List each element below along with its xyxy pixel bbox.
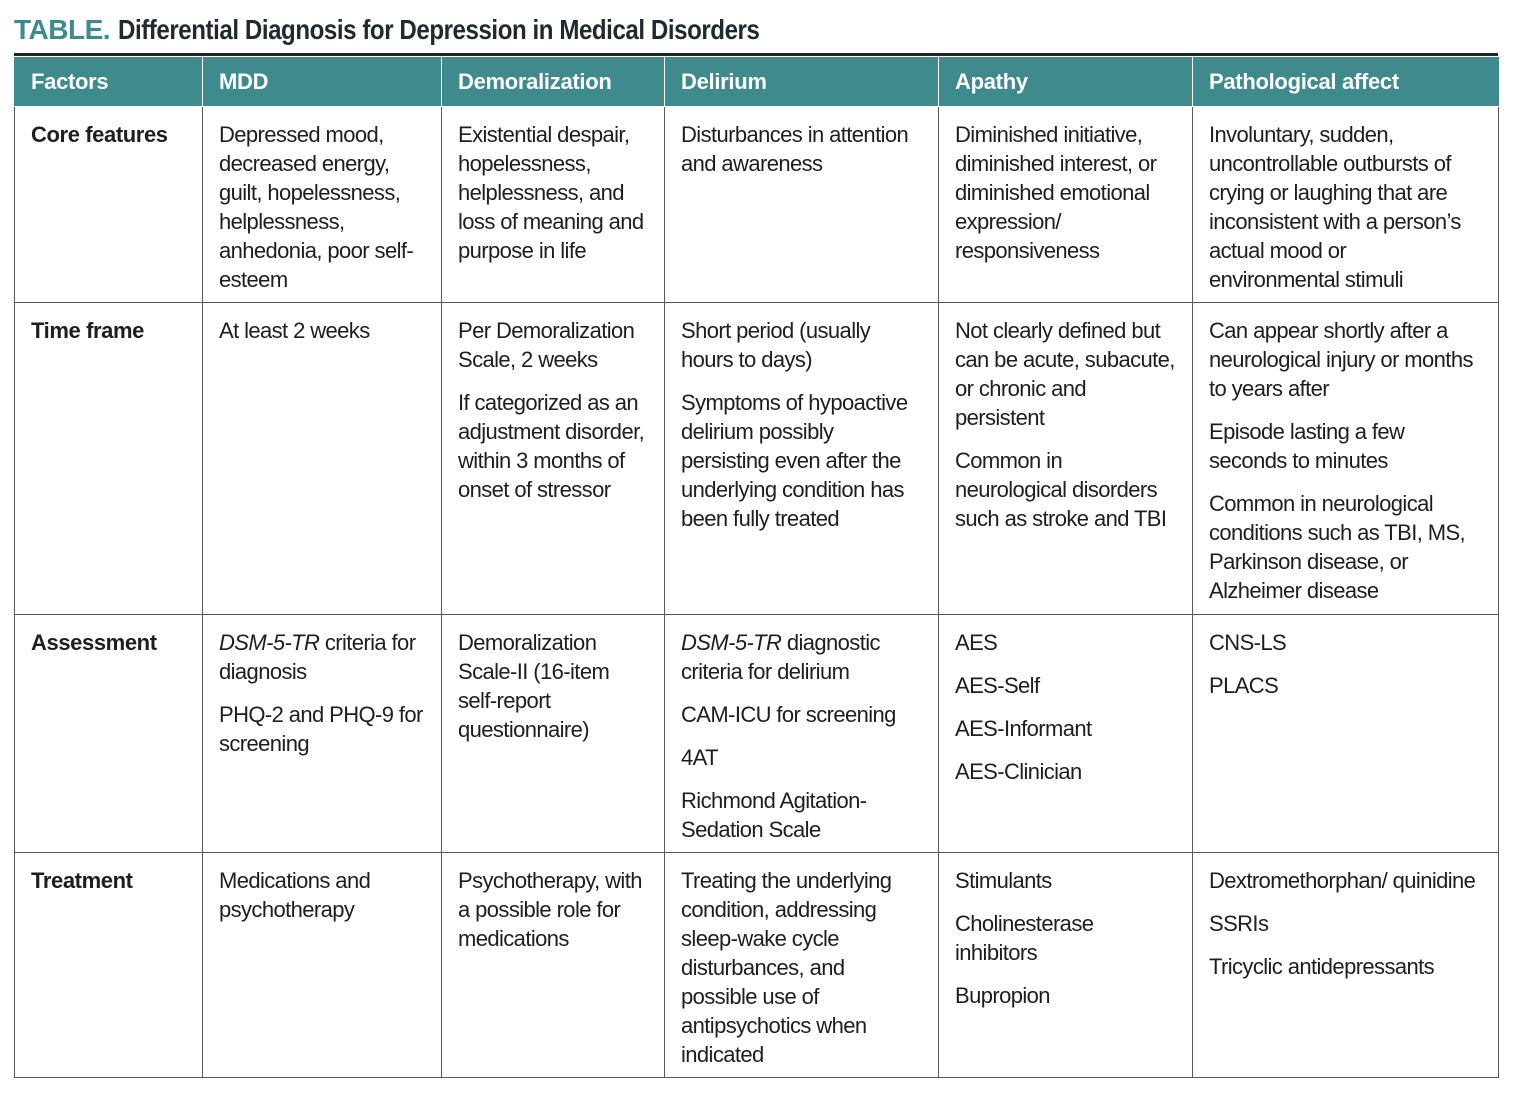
header-row [15, 57, 1499, 107]
cell-assessment-demoralization [442, 615, 665, 853]
cell-text [219, 628, 425, 686]
cell-text: Episode lasting a few seconds to minutes [1209, 419, 1405, 473]
cell-assessment-mdd [203, 615, 442, 853]
cell-text: Symptoms of hypoactive delirium possibly persisting even after the underlying condition has been fully treated [681, 390, 908, 531]
cell-text: Per Demoralization Scale, 2 weeks [458, 318, 635, 372]
cell-treatment-demoralization [442, 853, 665, 1078]
cell-text: Cholinesterase inhibitors [955, 911, 1094, 965]
cell-text: AES-Informant [955, 716, 1092, 741]
cell-text: Demoralization Scale-II (16-item self-report questionnaire) [458, 630, 610, 742]
cell-text: Tricyclic antidepressants [1209, 954, 1435, 979]
cell-text [681, 628, 922, 686]
cell-time-apathy [939, 303, 1193, 615]
cell-text: SSRIs [1209, 911, 1269, 936]
cell-assessment-pathological-affect [1193, 615, 1499, 853]
cell-time-demoralization [442, 303, 665, 615]
col-header-pathological-affect: Pathological affect [1193, 57, 1499, 107]
cell-text: Depressed mood, decreased energy, guilt, hopelessness, helplessness, anhedonia, poor self-esteem [219, 122, 414, 292]
table-row-assessment [15, 615, 1499, 853]
cell-core-pathological-affect [1193, 107, 1499, 303]
cell-text-rest: diagnostic criteria for delirium [681, 630, 880, 684]
cell-time-mdd [203, 303, 442, 615]
cell-time-pathological-affect [1193, 303, 1499, 615]
dsm-italic: DSM-5-TR [681, 630, 782, 655]
cell-text: AES [955, 630, 998, 655]
cell-text: Medications and psychotherapy [219, 868, 371, 922]
cell-treatment-pathological-affect [1193, 853, 1499, 1078]
cell-assessment-apathy [939, 615, 1193, 853]
cell-text: CAM-ICU for screening [681, 702, 896, 727]
cell-text: AES-Self [955, 673, 1040, 698]
cell-text: Not clearly defined but can be acute, subacute, or chronic and persistent [955, 318, 1175, 430]
cell-core-apathy [939, 107, 1193, 303]
cell-time-delirium [665, 303, 939, 615]
cell-text: Dextromethorphan/ quinidine [1209, 868, 1476, 893]
cell-text: 4AT [681, 745, 718, 770]
table-row-core-features [15, 107, 1499, 303]
cell-text: Can appear shortly after a neurological injury or months to years after [1209, 318, 1473, 401]
cell-text: Diminished initiative, diminished interest, or diminished emotional expression/ responsiveness [955, 122, 1157, 263]
cell-treatment-delirium [665, 853, 939, 1078]
row-label-treatment: Treatment [15, 853, 203, 1078]
title-text: Differential Diagnosis for Depression in Medical Disorders [118, 14, 760, 45]
cell-text: Stimulants [955, 868, 1052, 893]
cell-text: Involuntary, sudden, uncontrollable outbursts of crying or laughing that are inconsistent with a person’s actual mood or environmental stimuli [1209, 122, 1461, 292]
row-label-assessment: Assessment [15, 615, 203, 853]
cell-treatment-mdd [203, 853, 442, 1078]
cell-text: Common in neurological conditions such as TBI, MS, Parkinson disease, or Alzheimer disease [1209, 491, 1466, 603]
dsm-italic: DSM-5-TR [219, 630, 320, 655]
cell-core-mdd [203, 107, 442, 303]
cell-text: Short period (usually hours to days) [681, 318, 871, 372]
table-title [14, 8, 864, 52]
cell-assessment-delirium [665, 615, 939, 853]
row-label-core-features: Core features [15, 107, 203, 303]
cell-text-rest: criteria for diagnosis [219, 630, 416, 684]
cell-text: AES-Clinician [955, 759, 1082, 784]
col-header-demoralization: Demoralization [442, 57, 665, 107]
title-rule [14, 53, 1498, 56]
row-label-time-frame: Time frame [15, 303, 203, 615]
cell-text: Common in neurological disorders such as stroke and TBI [955, 448, 1167, 531]
differential-diagnosis-table [14, 57, 1499, 1078]
cell-core-delirium [665, 107, 939, 303]
cell-text: Existential despair, hopelessness, helplessness, and loss of meaning and purpose in life [458, 122, 644, 263]
cell-text: PLACS [1209, 673, 1279, 698]
cell-text: At least 2 weeks [219, 318, 370, 343]
cell-text: Richmond Agitation-Sedation Scale [681, 788, 867, 842]
cell-text: If categorized as an adjustment disorder, within 3 months of onset of stressor [458, 390, 645, 502]
cell-text: Psychotherapy, with a possible role for medications [458, 868, 642, 951]
cell-treatment-apathy [939, 853, 1193, 1078]
cell-text: CNS-LS [1209, 630, 1287, 655]
cell-text: Bupropion [955, 983, 1050, 1008]
col-header-delirium: Delirium [665, 57, 939, 107]
cell-core-demoralization [442, 107, 665, 303]
table-row-treatment [15, 853, 1499, 1078]
cell-text: Treating the underlying condition, addressing sleep-wake cycle disturbances, and possible use of antipsychotics when indicated [681, 868, 892, 1067]
table-row-time-frame [15, 303, 1499, 615]
title-label: TABLE. [14, 14, 111, 45]
col-header-mdd: MDD [203, 57, 442, 107]
cell-text: PHQ-2 and PHQ-9 for screening [219, 702, 423, 756]
cell-text: Disturbances in attention and awareness [681, 122, 909, 176]
col-header-apathy: Apathy [939, 57, 1193, 107]
col-header-factors: Factors [15, 57, 203, 107]
